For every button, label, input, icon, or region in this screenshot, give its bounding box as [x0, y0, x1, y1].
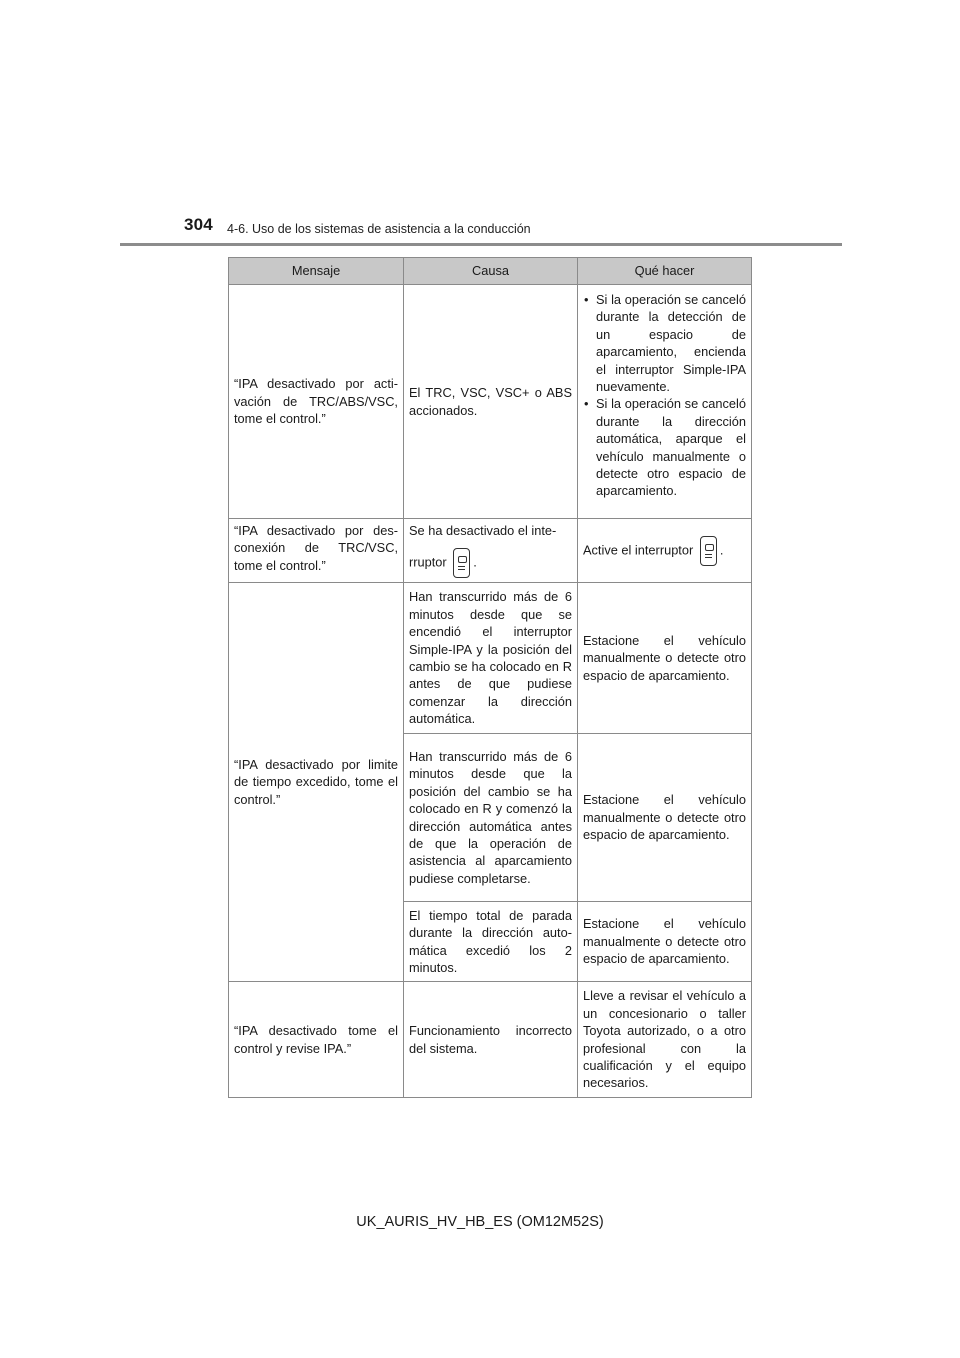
cause-text: . [473, 554, 477, 570]
cause-cell [404, 519, 578, 583]
header-divider [120, 243, 842, 246]
message-cell: “IPA desactivado por activación de TRC/ABS/VSC, tome el control.” [229, 285, 404, 519]
action-cell: Estacione el vehículo manualmente o detecte otro espacio de aparcamiento. [578, 902, 752, 982]
page-number: 304 [184, 215, 213, 234]
table-row [229, 982, 752, 1098]
cause-cell: Han transcurrido más de 6 minutos desde que se encendió el interruptor Simple-IPA y la posición del cambio se ha colocado en R antes de que pudiese comenzar la dirección automática. [404, 583, 578, 734]
cause-cell: Han transcurrido más de 6 minutos desde que la posición del cambio se ha colocado en R y comenzó la dirección automática antes de que la operación de asistencia al aparcamiento pudiese completarse. [404, 734, 578, 902]
section-title: 4-6. Uso de los sistemas de asistencia a la conducción [227, 222, 531, 236]
action-item: • Si la operación se canceló durante la dirección automática, aparque el vehículo manualmente o detecte otro espacio de aparcamiento. [583, 395, 746, 499]
cause-line [409, 548, 572, 578]
action-list [583, 291, 746, 500]
table-row [229, 583, 752, 734]
column-header-causa: Causa [404, 258, 578, 285]
table-row [229, 519, 752, 583]
cause-cell: Funcionamiento incorrecto del sistema. [404, 982, 578, 1098]
cause-text: rruptor [409, 554, 447, 570]
page-header [0, 0, 960, 250]
table-header-row [229, 258, 752, 285]
message-cell: “IPA desactivado por limite de tiempo excedido, tome el control.” [229, 583, 404, 982]
tcs-off-switch-icon [453, 548, 470, 578]
cause-cell: El TRC, VSC, VSC+ o ABS accionados. [404, 285, 578, 519]
table-row [229, 285, 752, 519]
column-header-que-hacer: Qué hacer [578, 258, 752, 285]
message-table [228, 257, 752, 1098]
action-cell: Lleve a revisar el vehículo a un concesionario o taller Toyota autorizado, o a otro profesional con la cualificación y el equipo necesarios. [578, 982, 752, 1098]
tcs-off-switch-icon [700, 536, 717, 566]
action-cell [578, 519, 752, 583]
manual-code: UK_AURIS_HV_HB_ES (OM12M52S) [356, 1214, 604, 1230]
action-cell: Estacione el vehículo manualmente o detecte otro espacio de aparcamiento. [578, 734, 752, 902]
message-cell: “IPA desactivado por desconexión de TRC/VSC, tome el control.” [229, 519, 404, 583]
action-text: . [719, 541, 724, 557]
message-cell: “IPA desactivado tome el control y revise IPA.” [229, 982, 404, 1098]
action-text: Active el interruptor [583, 541, 694, 557]
action-item: • Si la operación se canceló durante la detección de un espacio de aparcamiento, encienda el interruptor Simple-IPA nuevamente. [583, 291, 746, 395]
cause-line: Se ha desactivado el inte- [409, 523, 557, 538]
cause-cell: El tiempo total de parada durante la dirección automática excedió los 2 minutos. [404, 902, 578, 982]
action-cell: Estacione el vehículo manualmente o detecte otro espacio de aparcamiento. [578, 583, 752, 734]
action-cell [578, 285, 752, 519]
column-header-mensaje: Mensaje [229, 258, 404, 285]
